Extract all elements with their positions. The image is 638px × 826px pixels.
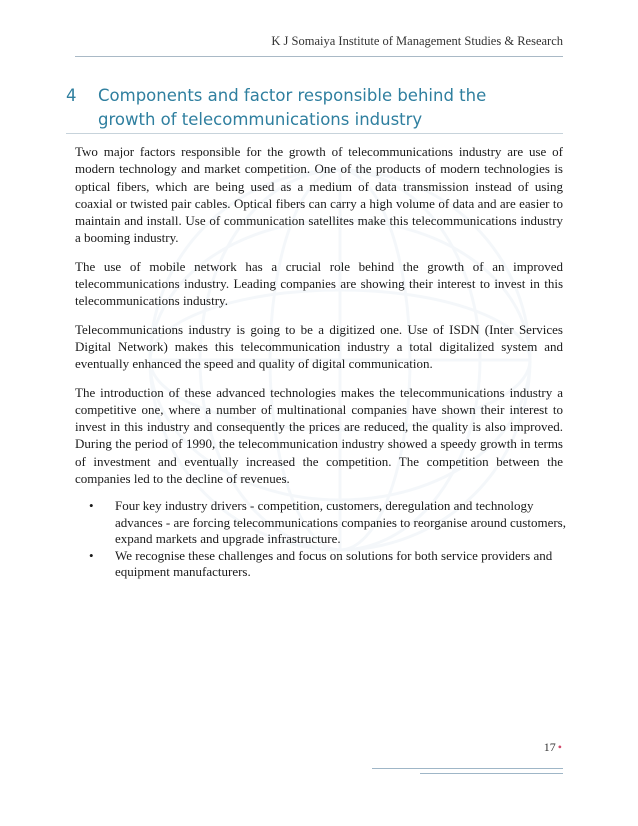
paragraph: Two major factors responsible for the growth of telecommunications industry are use of modern technology and market competition. One of the products of modern technologies is optical fibers, which are being used as a medium of data transmission instead of using coaxial or twisted pair cables. Optical fibers can carry a high volume of data and are easier to maintain and install. Use of communication satellites make this telecommunications industry a booming industry. bbox=[75, 144, 563, 246]
section-heading bbox=[66, 84, 546, 132]
list-item bbox=[75, 498, 575, 548]
heading-rule bbox=[66, 133, 563, 134]
list-item-text: We recognise these challenges and focus on solutions for both service providers and equipment manufacturers. bbox=[115, 547, 553, 580]
paragraph: The use of mobile network has a crucial role behind the growth of an improved telecommunications industry. Leading companies are showing their interest to invest in this telecommunications industry. bbox=[75, 258, 563, 309]
page-number-text: 17 bbox=[543, 740, 556, 754]
running-header: K J Somaiya Institute of Management Studies & Research bbox=[271, 34, 563, 48]
page-number bbox=[544, 740, 562, 755]
footer-rule bbox=[372, 768, 563, 769]
paragraph: Telecommunications industry is going to be a digitized one. Use of ISDN (Inter Services Digital Network) makes this telecommunication industry a total digitalized system and eventually enhanced the speed and quality of digital communication. bbox=[75, 321, 563, 372]
body-content bbox=[75, 143, 566, 581]
list-item bbox=[75, 548, 575, 581]
section-number: 4 bbox=[66, 86, 77, 105]
bullet-icon: • bbox=[89, 547, 94, 563]
bullet-list bbox=[75, 498, 566, 581]
paragraph: The introduction of these advanced technologies makes the telecommunications industry a competitive one, where a number of multinational companies have shown their interest to invest in this industry and consequently the prices are reduced, the quality is also improved. During the period of 1990, the telecommunication industry showed a speedy growth in terms of investment and eventually increased the competition. The competition between the companies led to the decline of revenues. bbox=[75, 384, 563, 487]
section-title: Components and factor responsible behind the growth of telecommunications industry bbox=[98, 86, 487, 129]
page-marker-icon: • bbox=[557, 740, 562, 754]
footer-rule bbox=[420, 773, 563, 774]
list-item-text: Four key industry drivers - competition, customers, deregulation and technology advances - are forcing telecommunications companies to reorganise around customers, expand markets and upgrade infrastructure. bbox=[115, 498, 566, 547]
bullet-icon: • bbox=[89, 498, 94, 514]
header-rule bbox=[75, 56, 563, 57]
